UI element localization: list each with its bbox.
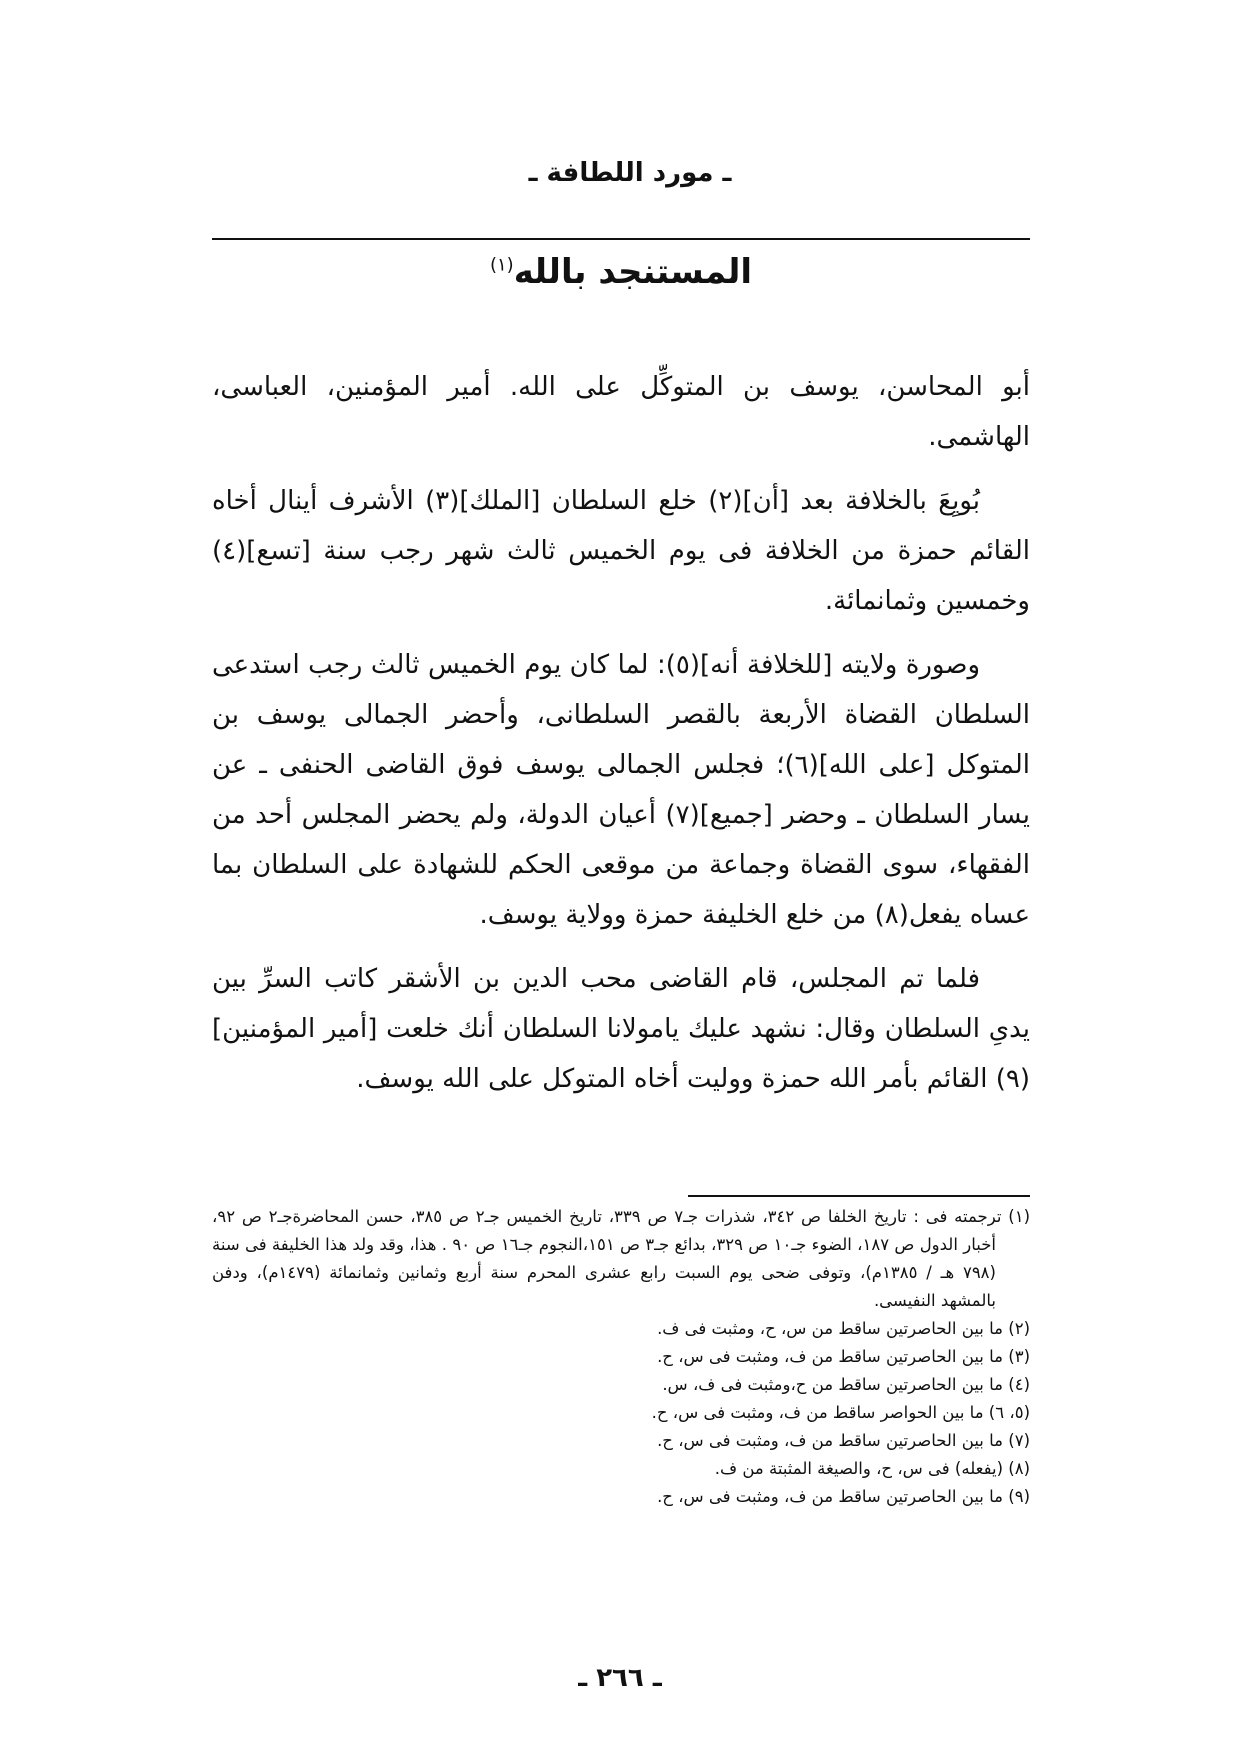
footnote: (٤) ما بين الحاصرتين ساقط من ح،ومثبت فى ف، س. xyxy=(662,1375,1030,1394)
footnotes xyxy=(212,1203,1030,1511)
footnote: (٣) ما بين الحاصرتين ساقط من ف، ومثبت فى س، ح. xyxy=(657,1347,1030,1366)
footnote: (٨) (يفعله) فى س، ح، والصيغة المثبتة من ف. xyxy=(714,1459,1030,1478)
footnote: (٧) ما بين الحاصرتين ساقط من ف، ومثبت فى س، ح. xyxy=(657,1431,1030,1450)
running-header: ـ مورد اللطافة ـ xyxy=(528,158,732,188)
footnote: (١) ترجمته فى : تاريخ الخلفا ص ٣٤٢، شذرات جـ٧ ص ٣٣٩، تاريخ الخميس جـ٢ ص ٣٨٥، حسن المحاضرةجـ٢ ص ٩٢، أخبار الدول ص ١٨٧، الضوء جـ١٠ ص ٣٢٩، بدائع جـ٣ ص ١٥١،النجوم جـ١٦ ص ٩٠ . هذا، وقد ولد هذا الخليفة فى سنة (٧٩٨ هـ / ١٣٨٥م)، وتوفى ضحى يوم السبت رابع عشرى المحرم سنة أربع وثمانين وثمانمائة (١٤٧٩م)، ودفن بالمشهد النفيسى. xyxy=(212,1207,1030,1310)
body-text xyxy=(212,362,1030,1118)
chapter-title-text: المستنجد بالله xyxy=(513,252,753,292)
page-number: ـ ٢٦٦ ـ xyxy=(578,1663,662,1693)
chapter-title xyxy=(212,252,1030,292)
chapter-title-footnote-ref: (١) xyxy=(489,254,514,276)
header-rule xyxy=(212,238,1030,240)
footnote-rule xyxy=(688,1195,1030,1197)
paragraph: بُويِعَ بالخلافة بعد [أن](٢) خلع السلطان [الملك](٣) الأشرف أينال أخاه القائم حمزة من الخلافة فى يوم الخميس ثالث شهر رجب سنة [تسع](٤) وخمسين وثمانمائة. xyxy=(212,486,1030,616)
footnote: (٩) ما بين الحاصرتين ساقط من ف، ومثبت فى س، ح. xyxy=(657,1487,1030,1506)
paragraph: أبو المحاسن، يوسف بن المتوكِّل على الله. أمير المؤمنين، العباسى، الهاشمى. xyxy=(212,372,1030,452)
footnote: (٥، ٦) ما بين الحواصر ساقط من ف، ومثبت فى س، ح. xyxy=(651,1403,1030,1422)
footnote: (٢) ما بين الحاصرتين ساقط من س، ح، ومثبت فى ف. xyxy=(657,1319,1030,1338)
paragraph: فلما تم المجلس، قام القاضى محب الدين بن الأشقر كاتب السرِّ بين يدىِ السلطان وقال: نشهد عليك يامولانا السلطان أنك خلعت [أمير المؤمنين](٩) القائم بأمر الله حمزة ووليت أخاه المتوكل على الله يوسف. xyxy=(212,964,1030,1094)
paragraph: وصورة ولايته [للخلافة أنه](٥): لما كان يوم الخميس ثالث رجب استدعى السلطان القضاة الأربعة بالقصر السلطانى، وأحضر الجمالى يوسف بن المتوكل [على الله](٦)؛ فجلس الجمالى يوسف فوق القاضى الحنفى ـ عن يسار السلطان ـ وحضر [جميع](٧) أعيان الدولة، ولم يحضر المجلس أحد من الفقهاء، سوى القضاة وجماعة من موقعى الحكم للشهادة على السلطان بما عساه يفعل(٨) من خلع الخليفة حمزة وولاية يوسف. xyxy=(212,650,1031,930)
